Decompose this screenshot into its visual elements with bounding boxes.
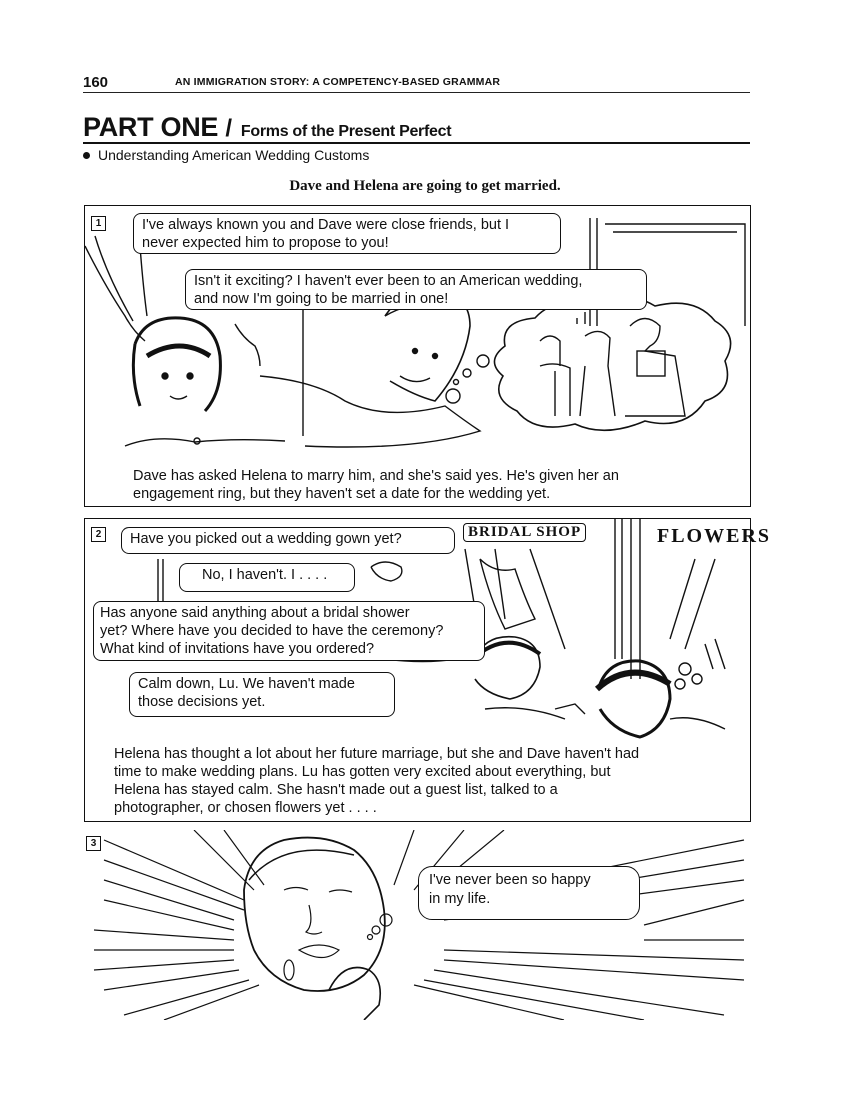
panel-1-speech-bubble-2 [185,269,647,310]
page-number: 160 [83,74,109,91]
narration-line: photographer, or chosen flowers yet . . . . [114,800,377,816]
panel-3-number: 3 [86,836,101,851]
bubble-line: never expected him to propose to you! [142,235,389,251]
bubble-line: and now I'm going to be married in one! [194,291,449,307]
thought-line: I've never been so happy [429,872,591,888]
comic-panel-1 [84,205,751,507]
story-caption: Dave and Helena are going to get married. [289,178,561,194]
bubble-line: those decisions yet. [138,694,266,710]
narration-line: time to make wedding plans. Lu has gotten very excited about everything, but [114,764,611,780]
bubble-line: Calm down, Lu. We haven't made [138,676,355,692]
part-rule [83,142,750,144]
panel-1-speech-bubble-1 [133,213,561,254]
bridal-shop-sign: BRIDAL SHOP [463,523,586,542]
part-subtitle: Forms of the Present Perfect [240,123,452,140]
thought-line: in my life. [429,891,491,907]
panel-3-illustration [84,830,749,1020]
panel-2-number: 2 [91,527,106,542]
bubble-line: Isn't it exciting? I haven't ever been to an American wedding, [194,273,583,289]
bubble-line: I've always known you and Dave were close friends, but I [142,217,510,233]
narration-line: engagement ring, but they haven't set a date for the wedding yet. [133,486,551,502]
part-separator: / [225,115,232,142]
panel-2-speech-bubble-2 [179,563,355,592]
comic-panel-3 [84,830,749,1020]
panel-2-narration [114,745,744,817]
bubble-line: Has anyone said anything about a bridal shower [100,605,410,621]
bubble-line: What kind of invitations have you ordered? [100,641,375,657]
panel-2-speech-bubble-4 [129,672,395,717]
part-heading [83,112,451,143]
panel-1-number: 1 [91,216,106,231]
part-title: PART ONE [83,112,219,142]
flowers-sign: FLOWERS [657,525,772,547]
bubble-line: yet? Where have you decided to have the ceremony? [100,623,444,639]
bubble-line: Have you picked out a wedding gown yet? [130,531,402,547]
narration-line: Helena has thought a lot about her future marriage, but she and Dave haven't had [114,746,640,762]
topic-text: Understanding American Wedding Customs [98,147,370,163]
bubble-line: No, I haven't. I . . . . [202,567,328,583]
bullet-icon [83,152,90,159]
topic-line [83,147,369,163]
panel-1-narration [133,467,733,503]
panel-2-speech-bubble-1 [121,527,455,554]
header-rule [83,92,750,93]
narration-line: Helena has stayed calm. She hasn't made out a guest list, talked to a [114,782,558,798]
panel-3-thought-bubble [418,866,640,920]
running-title: AN IMMIGRATION STORY: A COMPETENCY-BASED GRAMMAR [175,76,501,88]
panel-2-speech-bubble-3 [93,601,485,661]
comic-panel-2 [84,518,772,822]
narration-line: Dave has asked Helena to marry him, and she's said yes. He's given her an [133,468,619,484]
